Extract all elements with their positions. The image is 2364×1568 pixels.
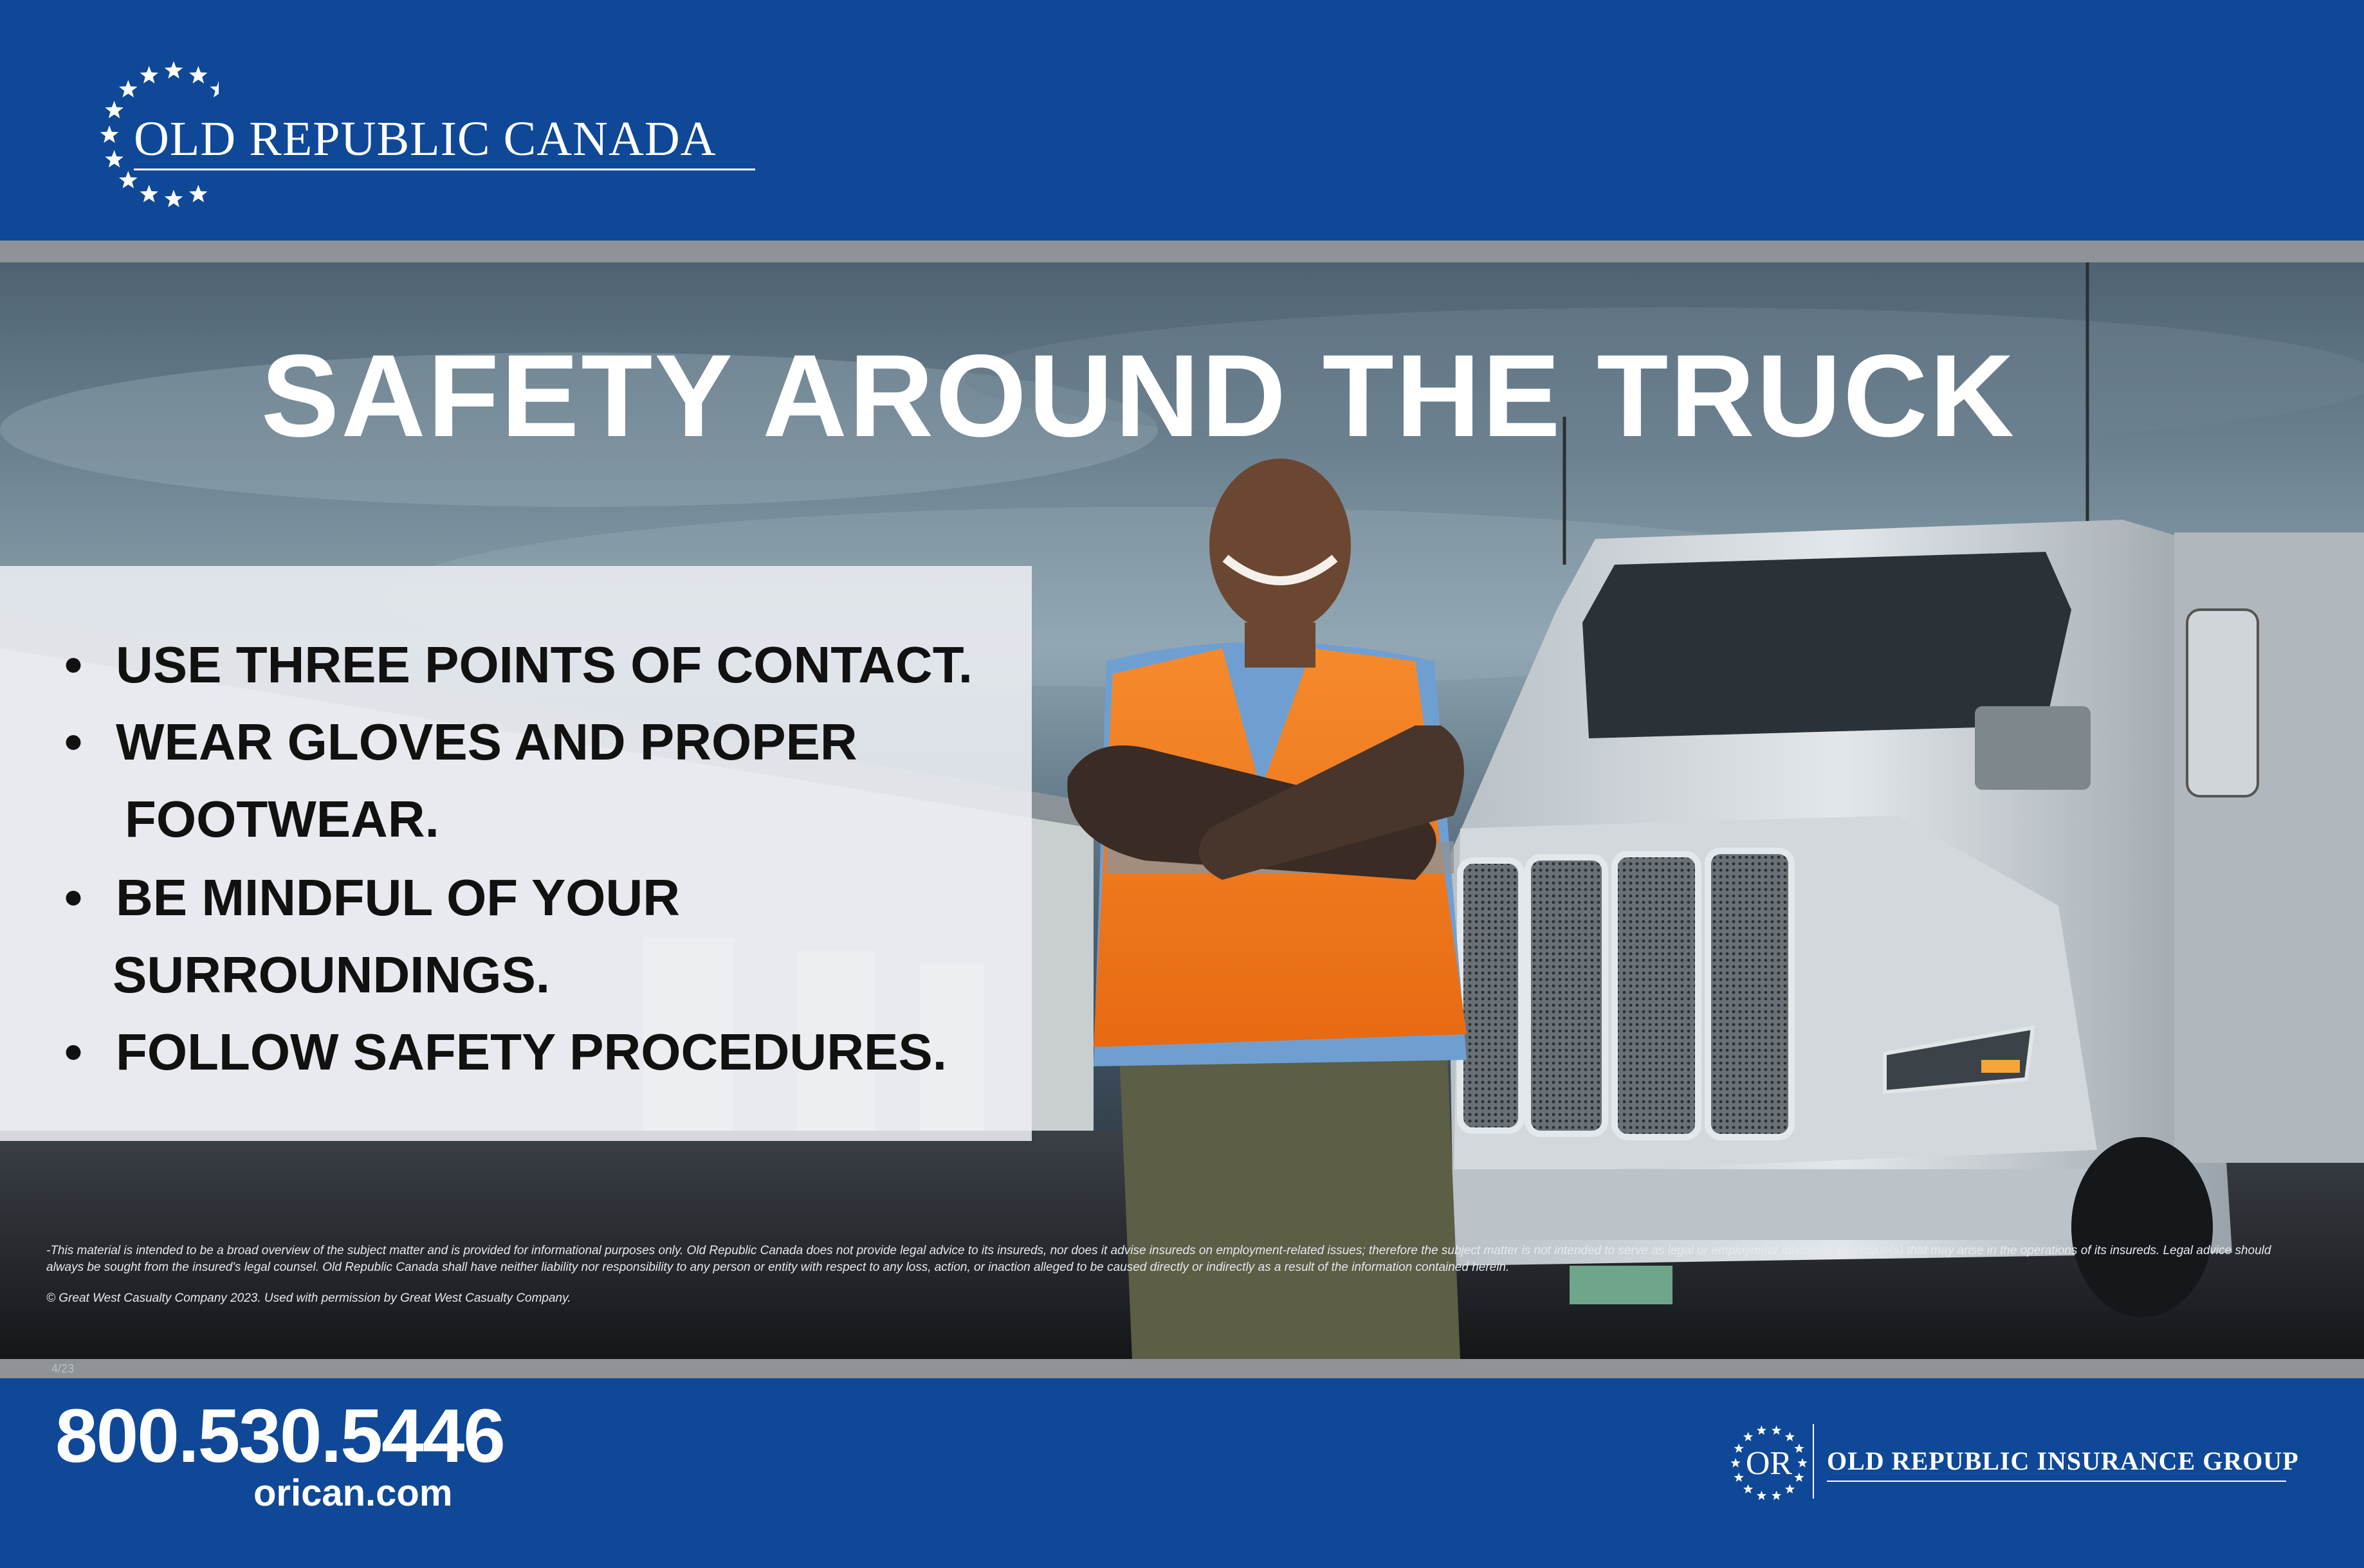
- star-icon: [105, 101, 124, 118]
- star-icon: [189, 66, 208, 84]
- star-icon: [1785, 1432, 1795, 1441]
- star-icon: [189, 185, 208, 202]
- star-icon: [1734, 1473, 1744, 1482]
- tip-text: WEAR GLOVES AND PROPER: [116, 713, 857, 770]
- website-link[interactable]: orican.com: [253, 1472, 453, 1514]
- tip-text: USE THREE POINTS OF CONTACT.: [116, 636, 973, 693]
- header-band: [0, 0, 2364, 241]
- star-icon: [1743, 1484, 1753, 1493]
- tip-item: [64, 713, 857, 772]
- divider-band: [0, 241, 2364, 262]
- logo-underline: [134, 169, 755, 170]
- poster-headline: SAFETY AROUND THE TRUCK: [261, 330, 2017, 461]
- star-icon: [100, 125, 119, 143]
- star-icon: [140, 66, 159, 84]
- star-icon: [140, 185, 159, 202]
- tip-item: [64, 635, 973, 695]
- bullet-icon: •: [64, 636, 83, 693]
- star-icon: [1794, 1473, 1804, 1482]
- star-icon: [165, 61, 183, 78]
- bullet-icon: •: [64, 869, 83, 926]
- star-icon: [1757, 1491, 1766, 1500]
- bullet-icon: •: [64, 1023, 83, 1080]
- bullet-icon: •: [64, 713, 83, 770]
- star-icon: [165, 190, 183, 207]
- tip-item: [64, 1023, 947, 1082]
- logo-wordmark: OLD REPUBLIC CANADA: [134, 112, 717, 166]
- legal-disclaimer: -This material is intended to be a broad overview of the subject matter and is provided for informational purposes only. Old Republic Canada does not provide legal advice to its insureds, nor does it advise insureds on employment-related issues; therefore the subject matter is not intended to serve as legal or employment advice for any issue(s) that may arise in the operations of its insureds. Legal advice should always be sought from the insured's legal counsel. Old Republic Canada shall have neither liability nor responsibility to any person or entity with respect to any loss, action, or inaction alleged to be caused directly or indirectly as a result of the information contained herein.: [46, 1244, 2271, 1274]
- tip-text-continued: FOOTWEAR.: [125, 790, 439, 848]
- star-icon: [1743, 1432, 1753, 1441]
- parent-logo-underline: [1827, 1481, 2286, 1482]
- star-icon: [1757, 1425, 1766, 1435]
- star-icon: [1772, 1491, 1781, 1500]
- hero-photo: [0, 262, 2364, 1359]
- star-icon: [1785, 1484, 1795, 1493]
- monogram-text: OR: [1745, 1445, 1793, 1482]
- old-republic-insurance-group-logo[interactable]: [1730, 1421, 2309, 1511]
- tip-text-continued: SURROUNDINGS.: [113, 946, 551, 1003]
- logo-divider: [1813, 1424, 1814, 1499]
- phone-number-link[interactable]: 800.530.5446: [55, 1394, 504, 1479]
- star-icon: [119, 171, 138, 188]
- star-icon: [119, 80, 138, 97]
- star-icon: [1797, 1458, 1807, 1468]
- tip-text: FOLLOW SAFETY PROCEDURES.: [116, 1023, 947, 1080]
- or-monogram-icon: [1730, 1421, 1808, 1505]
- copyright-notice: © Great West Casualty Company 2023. Used with permission by Great West Casualty Company.: [46, 1291, 571, 1305]
- star-icon: [1734, 1443, 1744, 1453]
- star-icon: [1794, 1443, 1804, 1453]
- divider-band-bottom: [0, 1359, 2364, 1378]
- parent-group-wordmark: OLD REPUBLIC INSURANCE GROUP: [1827, 1446, 2299, 1475]
- old-republic-canada-logo[interactable]: [90, 61, 759, 209]
- tip-item: [64, 868, 680, 927]
- version-code: 4/23: [51, 1362, 75, 1375]
- star-icon: [105, 150, 124, 167]
- star-icon: [210, 80, 219, 97]
- star-icon: [1730, 1458, 1740, 1468]
- tip-text: BE MINDFUL OF YOUR: [116, 869, 681, 926]
- star-icon: [1772, 1425, 1781, 1435]
- safety-tips-panel: [0, 566, 1032, 1141]
